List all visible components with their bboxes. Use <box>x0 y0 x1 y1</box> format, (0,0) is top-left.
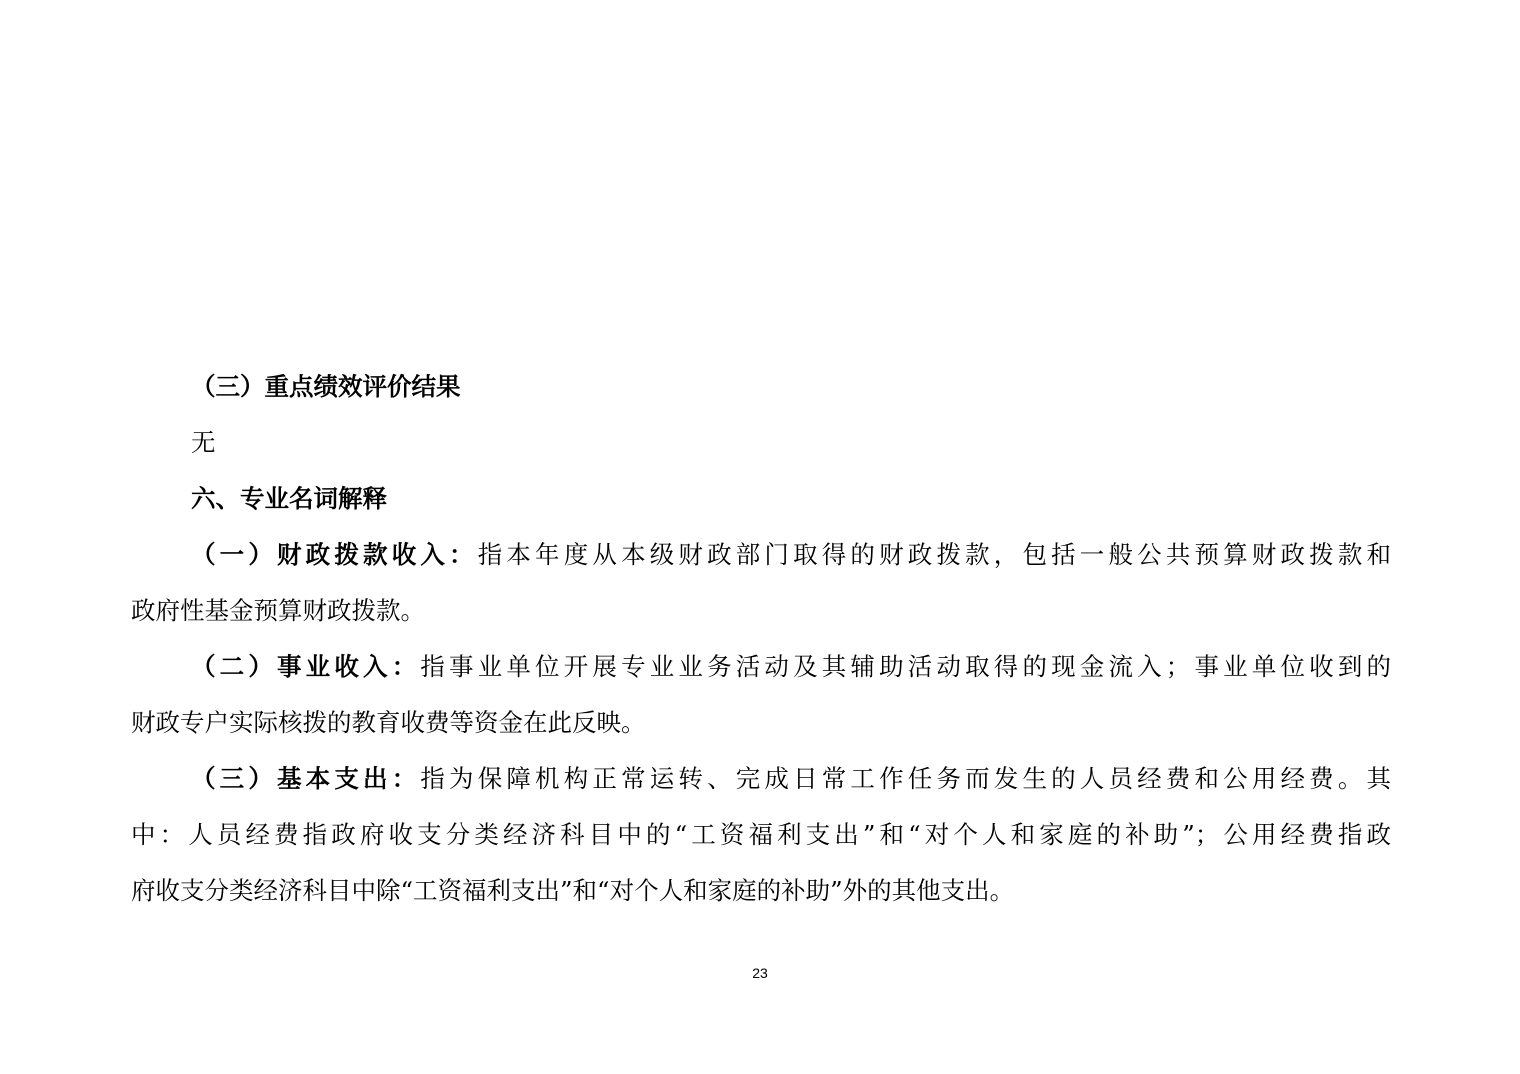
term-1-text-line2: 政府性基金预算财政拨款。 <box>131 596 425 625</box>
term-2-text-line1: 指事业单位开展专业业务活动及其辅助活动取得的现金流入；事业单位收到的 <box>420 652 1392 681</box>
term-3-label: （三）基本支出： <box>191 764 421 793</box>
term-3-text-line1: 指为保障机构正常运转、完成日常工作任务而发生的人员经费和公用经费。其 <box>420 764 1392 793</box>
term-3-text-line2: 中：人员经费指政府收支分类经济科目中的“工资福利支出”和“对个人和家庭的补助”；公用经费指政 <box>131 820 1391 849</box>
term-1-text-line1: 指本年度从本级财政部门取得的财政拨款，包括一般公共预算财政拨款和 <box>477 540 1392 569</box>
section-6-heading: 六、专业名词解释 <box>191 484 387 513</box>
term-3-first-line <box>191 761 1391 797</box>
term-3-text-line3: 府收支分类经济科目中除“工资福利支出”和“对个人和家庭的补助”外的其他支出。 <box>131 876 1015 905</box>
section-3-body: 无 <box>191 428 216 457</box>
section-3-heading: （三）重点绩效评价结果 <box>191 372 461 401</box>
page-number: 23 <box>752 965 768 981</box>
term-1-first-line <box>191 537 1391 573</box>
term-2-first-line <box>191 649 1391 685</box>
term-1-label: （一）财政拨款收入： <box>191 540 478 569</box>
term-2-label: （二）事业收入： <box>191 652 421 681</box>
term-2-text-line2: 财政专户实际核拨的教育收费等资金在此反映。 <box>131 708 646 737</box>
